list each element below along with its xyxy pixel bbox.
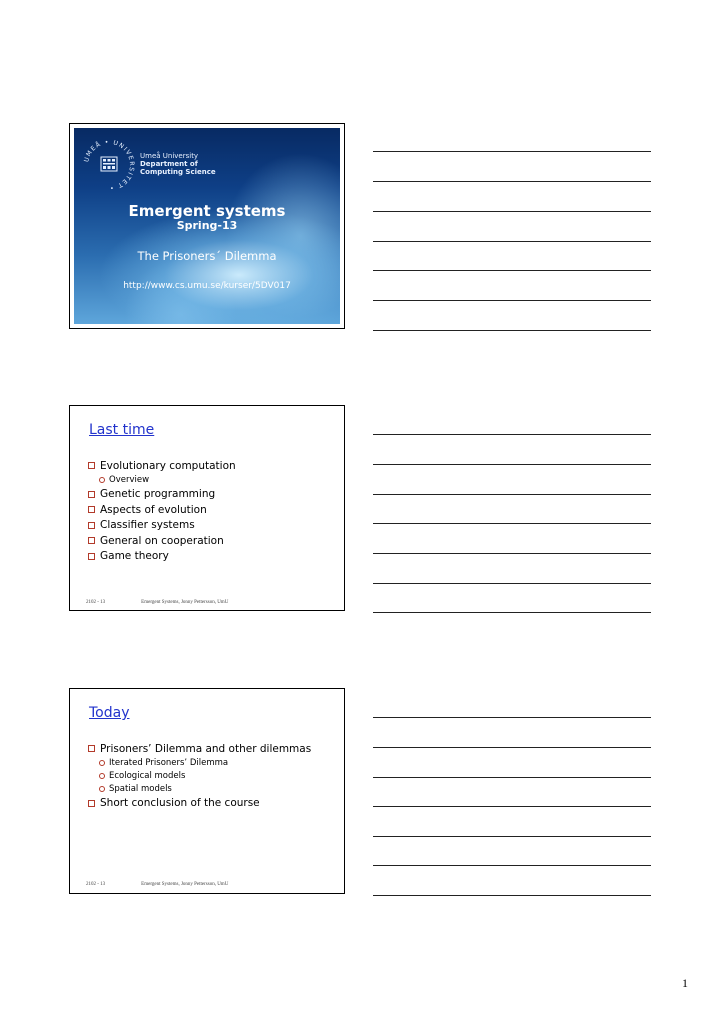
circle-bullet-icon: [99, 477, 105, 483]
note-line: [373, 434, 651, 435]
last-time-slide-thumbnail: [69, 405, 345, 611]
note-line: [373, 241, 651, 242]
note-line: [373, 895, 651, 896]
bullet-label: Aspects of evolution: [100, 503, 207, 516]
note-line: [373, 523, 651, 524]
note-line: [373, 747, 651, 748]
university-seal-logo: [82, 138, 136, 192]
bullet-item: [88, 741, 311, 757]
university-header: [140, 152, 216, 176]
square-bullet-icon: [88, 462, 95, 469]
note-line: [373, 464, 651, 465]
title-slide-background: [74, 128, 340, 324]
sub-bullet-label: Iterated Prisoners’ Dilemma: [109, 758, 229, 768]
note-line: [373, 211, 651, 212]
sub-bullet-label: Overview: [109, 475, 150, 485]
circle-bullet-icon: [99, 773, 105, 779]
note-line: [373, 330, 651, 331]
sub-bullet-item: [88, 770, 311, 783]
bullet-item: [88, 796, 311, 812]
page-number: 1: [682, 976, 688, 990]
bullet-label: Prisoners’ Dilemma and other dilemmas: [100, 742, 312, 755]
note-line: [373, 836, 651, 837]
circle-bullet-icon: [99, 786, 105, 792]
slide-heading: Today: [89, 705, 130, 721]
footer-text: Emergent Systems, Jonny Pettersson, UmU: [141, 882, 229, 887]
square-bullet-icon: [88, 745, 95, 752]
bullet-item: [88, 458, 236, 474]
note-line: [373, 865, 651, 866]
bullet-item: [88, 533, 236, 549]
note-line: [373, 151, 651, 152]
sub-bullet-label: Spatial models: [109, 784, 172, 794]
course-url: http://www.cs.umu.se/kurser/5DV017: [123, 281, 291, 291]
bullet-label: Short conclusion of the course: [100, 797, 260, 810]
note-line: [373, 612, 651, 613]
slide-title: Emergent systems: [128, 202, 286, 220]
bullet-label: Game theory: [100, 550, 169, 563]
note-line: [373, 270, 651, 271]
slide-footer: [86, 882, 228, 887]
bullet-list: [88, 741, 311, 811]
square-bullet-icon: [88, 553, 95, 560]
note-line: [373, 494, 651, 495]
slide-topic: The Prisoners´ Dilemma: [137, 249, 277, 263]
sub-bullet-item: [88, 757, 311, 770]
bullet-label: Genetic programming: [100, 488, 216, 501]
bullet-label: Classifier systems: [100, 519, 195, 532]
note-line: [373, 583, 651, 584]
department-line-1: Department of: [140, 160, 198, 168]
svg-text:UMEÅ • UNIVERSITET •: UMEÅ • UNIVERSITET •: [83, 138, 136, 192]
square-bullet-icon: [88, 800, 95, 807]
footer-date: 2102 - 13: [86, 600, 106, 605]
bullet-label: General on cooperation: [100, 534, 224, 547]
university-name: Umeå University: [140, 152, 199, 160]
footer-date: 2102 - 13: [86, 882, 106, 887]
bullet-item: [88, 487, 236, 503]
title-slide-thumbnail: [69, 123, 345, 329]
bullet-label: Evolutionary computation: [100, 459, 236, 472]
note-line: [373, 553, 651, 554]
footer-text: Emergent Systems, Jonny Pettersson, UmU: [141, 600, 229, 605]
bullet-list: [88, 458, 236, 564]
slide-subtitle: Spring-13: [176, 219, 238, 232]
bullet-item: [88, 518, 236, 534]
bullet-item: [88, 502, 236, 518]
sub-bullet-item: [88, 783, 311, 796]
note-line: [373, 717, 651, 718]
square-bullet-icon: [88, 491, 95, 498]
square-bullet-icon: [88, 506, 95, 513]
bullet-item: [88, 549, 236, 565]
square-bullet-icon: [88, 537, 95, 544]
slide-footer: [86, 600, 228, 605]
note-line: [373, 181, 651, 182]
sub-bullet-label: Ecological models: [109, 771, 186, 781]
sub-bullet-item: [88, 474, 236, 487]
department-line-2: Computing Science: [140, 168, 216, 176]
circle-bullet-icon: [99, 760, 105, 766]
slide-heading: Last time: [89, 422, 155, 438]
note-line: [373, 777, 651, 778]
note-line: [373, 806, 651, 807]
note-line: [373, 300, 651, 301]
square-bullet-icon: [88, 522, 95, 529]
today-slide-thumbnail: [69, 688, 345, 894]
